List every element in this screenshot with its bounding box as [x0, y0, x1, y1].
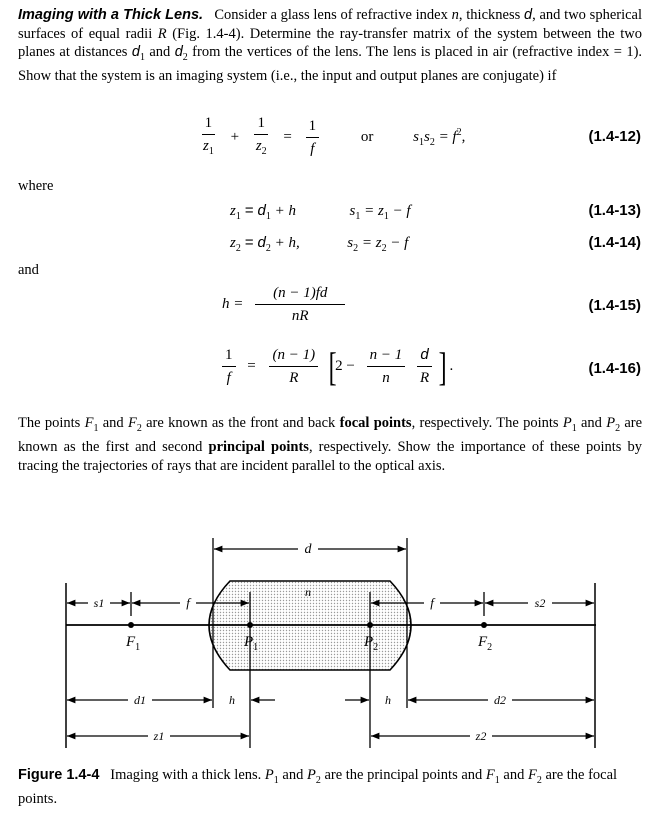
label-h-left: h	[229, 693, 235, 707]
sub: 1	[139, 51, 145, 63]
thick-lens-figure	[0, 530, 663, 760]
fraction	[255, 284, 345, 325]
sub: 1	[418, 137, 424, 148]
text: The points	[18, 415, 81, 431]
sub: 1	[93, 422, 99, 434]
operator: +	[230, 129, 240, 145]
equation-1-4-13	[230, 202, 411, 222]
label-f-left: f	[186, 595, 190, 610]
and-label: and	[18, 262, 39, 278]
lhs: h =	[222, 296, 244, 312]
sub: 1	[265, 211, 271, 222]
text: and	[580, 415, 602, 431]
rhs: = d	[244, 202, 266, 219]
text: Imaging with a thick lens.	[110, 767, 262, 783]
label-z2: z2	[475, 729, 487, 743]
equation-1-4-14	[230, 234, 408, 254]
problem-text: (Fig. 1.4-4). Determine the ray-transfer matrix of the system between the two planes at distances	[18, 25, 642, 60]
text: are known as the front and back	[146, 415, 336, 431]
closing-paragraph	[18, 414, 642, 475]
F2-sub: 2	[487, 642, 493, 653]
denominator: n	[382, 370, 390, 386]
sub: 2	[536, 774, 542, 786]
label-d: d	[304, 542, 312, 557]
P2-sub: 2	[373, 642, 379, 653]
fraction	[269, 346, 318, 387]
equation-1-4-15	[222, 284, 349, 325]
P1-sub: 1	[253, 642, 259, 653]
text: are known as the first and second	[18, 415, 643, 456]
var-F: F	[127, 415, 137, 431]
principal-points-term: principal points	[208, 439, 309, 456]
var-d: d	[524, 7, 533, 23]
label-s1: s1	[93, 596, 105, 610]
numerator: 1	[202, 114, 216, 135]
label-z1: z1	[153, 729, 165, 743]
var-z: z	[203, 138, 209, 154]
comma: ,	[461, 129, 466, 145]
fraction	[306, 117, 320, 158]
equation-number: (1.4-14)	[588, 234, 641, 251]
numerator: (n − 1)fd	[255, 284, 345, 305]
var-n: n	[451, 7, 459, 23]
equation-number: (1.4-12)	[588, 128, 641, 145]
rhs-tail: − f	[392, 203, 411, 219]
sub: 1	[494, 774, 500, 786]
numerator: d	[417, 346, 431, 367]
problem-title: Imaging with a Thick Lens.	[18, 7, 204, 23]
sub: 1	[355, 211, 361, 222]
focal-points-term: focal points	[339, 415, 412, 431]
var-F: F	[485, 767, 495, 783]
operator: =	[283, 129, 292, 145]
var-z: z	[230, 235, 236, 251]
fraction	[417, 346, 432, 387]
equation-number: (1.4-13)	[588, 202, 641, 219]
label-F2	[477, 634, 492, 653]
problem-text: and	[149, 44, 171, 60]
equation-number: (1.4-16)	[588, 360, 641, 377]
numerator: 1	[222, 346, 236, 367]
figure-label: Figure 1.4-4	[18, 767, 100, 783]
problem-text: from the vertices of the lens. The lens is placed in air (refractive index = 1). Show that the system is an imaging system (i.e., the input and output planes are conjugate) if	[18, 44, 643, 85]
var-P: P	[562, 415, 572, 431]
numerator: 1	[306, 117, 320, 138]
var-s: s	[349, 203, 356, 219]
numerator: (n − 1)	[269, 346, 318, 367]
period: .	[449, 358, 454, 374]
sub: 2	[429, 137, 435, 148]
equation-1-4-12	[196, 114, 471, 161]
sub: 2	[235, 243, 241, 254]
var-z: z	[255, 138, 262, 154]
denominator	[200, 135, 217, 161]
sub: 1	[571, 422, 577, 434]
var-F: F	[84, 415, 94, 431]
sub: 1	[383, 211, 389, 222]
point-P1	[247, 622, 253, 628]
label-h-right: h	[385, 693, 391, 707]
sup: 2	[456, 127, 462, 138]
var-s: s	[347, 235, 354, 251]
var-f: f	[310, 141, 315, 157]
var-P: P	[264, 767, 274, 783]
text: , respectively. Show the importance of these points by tracing the trajectories of rays that are incident parallel to the optical axis.	[18, 439, 643, 474]
var-s: s	[413, 129, 419, 145]
numerator: 1	[254, 114, 268, 135]
figure-caption	[18, 766, 642, 809]
problem-text: , thickness	[458, 7, 521, 23]
var-z: z	[230, 203, 236, 219]
problem-text: , and two spherical surfaces of equal radii	[18, 7, 643, 42]
sub: 2	[353, 243, 359, 254]
sub: 2	[615, 422, 621, 434]
text: and	[282, 767, 304, 783]
fraction	[200, 114, 217, 161]
text: and	[102, 415, 124, 431]
text: are the focal points.	[18, 767, 618, 808]
label-s2: s2	[534, 596, 546, 610]
numerator: n − 1	[367, 346, 406, 367]
P1-letter: P	[244, 634, 254, 650]
rhs: = d	[244, 234, 266, 251]
text: are the principal points and	[324, 767, 483, 783]
F1-letter: F	[126, 634, 136, 650]
sub: 2	[182, 51, 188, 63]
denominator	[253, 135, 270, 161]
var-d2: d	[174, 44, 183, 60]
rhs-tail: + h,	[274, 235, 300, 251]
rhs-tail: + h	[274, 203, 296, 219]
var-P: P	[306, 767, 316, 783]
sub: 2	[315, 774, 321, 786]
sub: 1	[273, 774, 279, 786]
text: , respectively. The points	[411, 415, 559, 431]
var-s: s	[423, 129, 430, 145]
sub: 2	[136, 422, 142, 434]
operator: =	[247, 358, 256, 374]
var-F: F	[527, 767, 537, 783]
label-n: n	[305, 585, 311, 599]
denominator: R	[420, 370, 430, 386]
F2-letter: F	[478, 634, 488, 650]
label-d2: d2	[494, 693, 506, 707]
sub: 1	[208, 146, 214, 157]
label-f-right: f	[430, 595, 434, 610]
equation-number: (1.4-15)	[588, 297, 641, 314]
var-P: P	[606, 415, 616, 431]
equation-1-4-16	[222, 343, 454, 389]
rhs: = z	[364, 203, 384, 219]
denominator: R	[289, 370, 299, 386]
label-d1: d1	[134, 693, 146, 707]
denominator	[307, 138, 317, 158]
point-P2	[367, 622, 373, 628]
label-F1	[125, 634, 140, 653]
var-d1: d	[131, 44, 140, 60]
F1-sub: 1	[135, 642, 141, 653]
left-bracket: [	[328, 343, 337, 389]
sub: 2	[381, 243, 387, 254]
sub: 2	[261, 146, 267, 157]
text: and	[503, 767, 525, 783]
fraction	[367, 346, 406, 387]
fraction	[253, 114, 270, 161]
sub: 2	[265, 243, 271, 254]
problem-text: Consider a glass lens of refractive index	[214, 7, 448, 23]
fraction	[222, 346, 236, 387]
point-F2	[481, 622, 487, 628]
rhs: = z	[361, 235, 382, 251]
P2-letter: P	[364, 634, 374, 650]
rhs-tail: = f	[438, 129, 457, 145]
or-word: or	[360, 129, 374, 145]
two-minus: 2 −	[335, 358, 355, 374]
denominator: nR	[291, 308, 309, 324]
rhs-tail: − f	[390, 235, 409, 251]
equation-rhs	[413, 127, 465, 148]
denominator: f	[226, 370, 231, 386]
problem-paragraph	[18, 6, 642, 86]
point-F1	[128, 622, 134, 628]
where-label: where	[18, 178, 54, 194]
right-bracket: ]	[438, 343, 447, 389]
var-R: R	[157, 25, 167, 42]
sub: 1	[235, 211, 241, 222]
